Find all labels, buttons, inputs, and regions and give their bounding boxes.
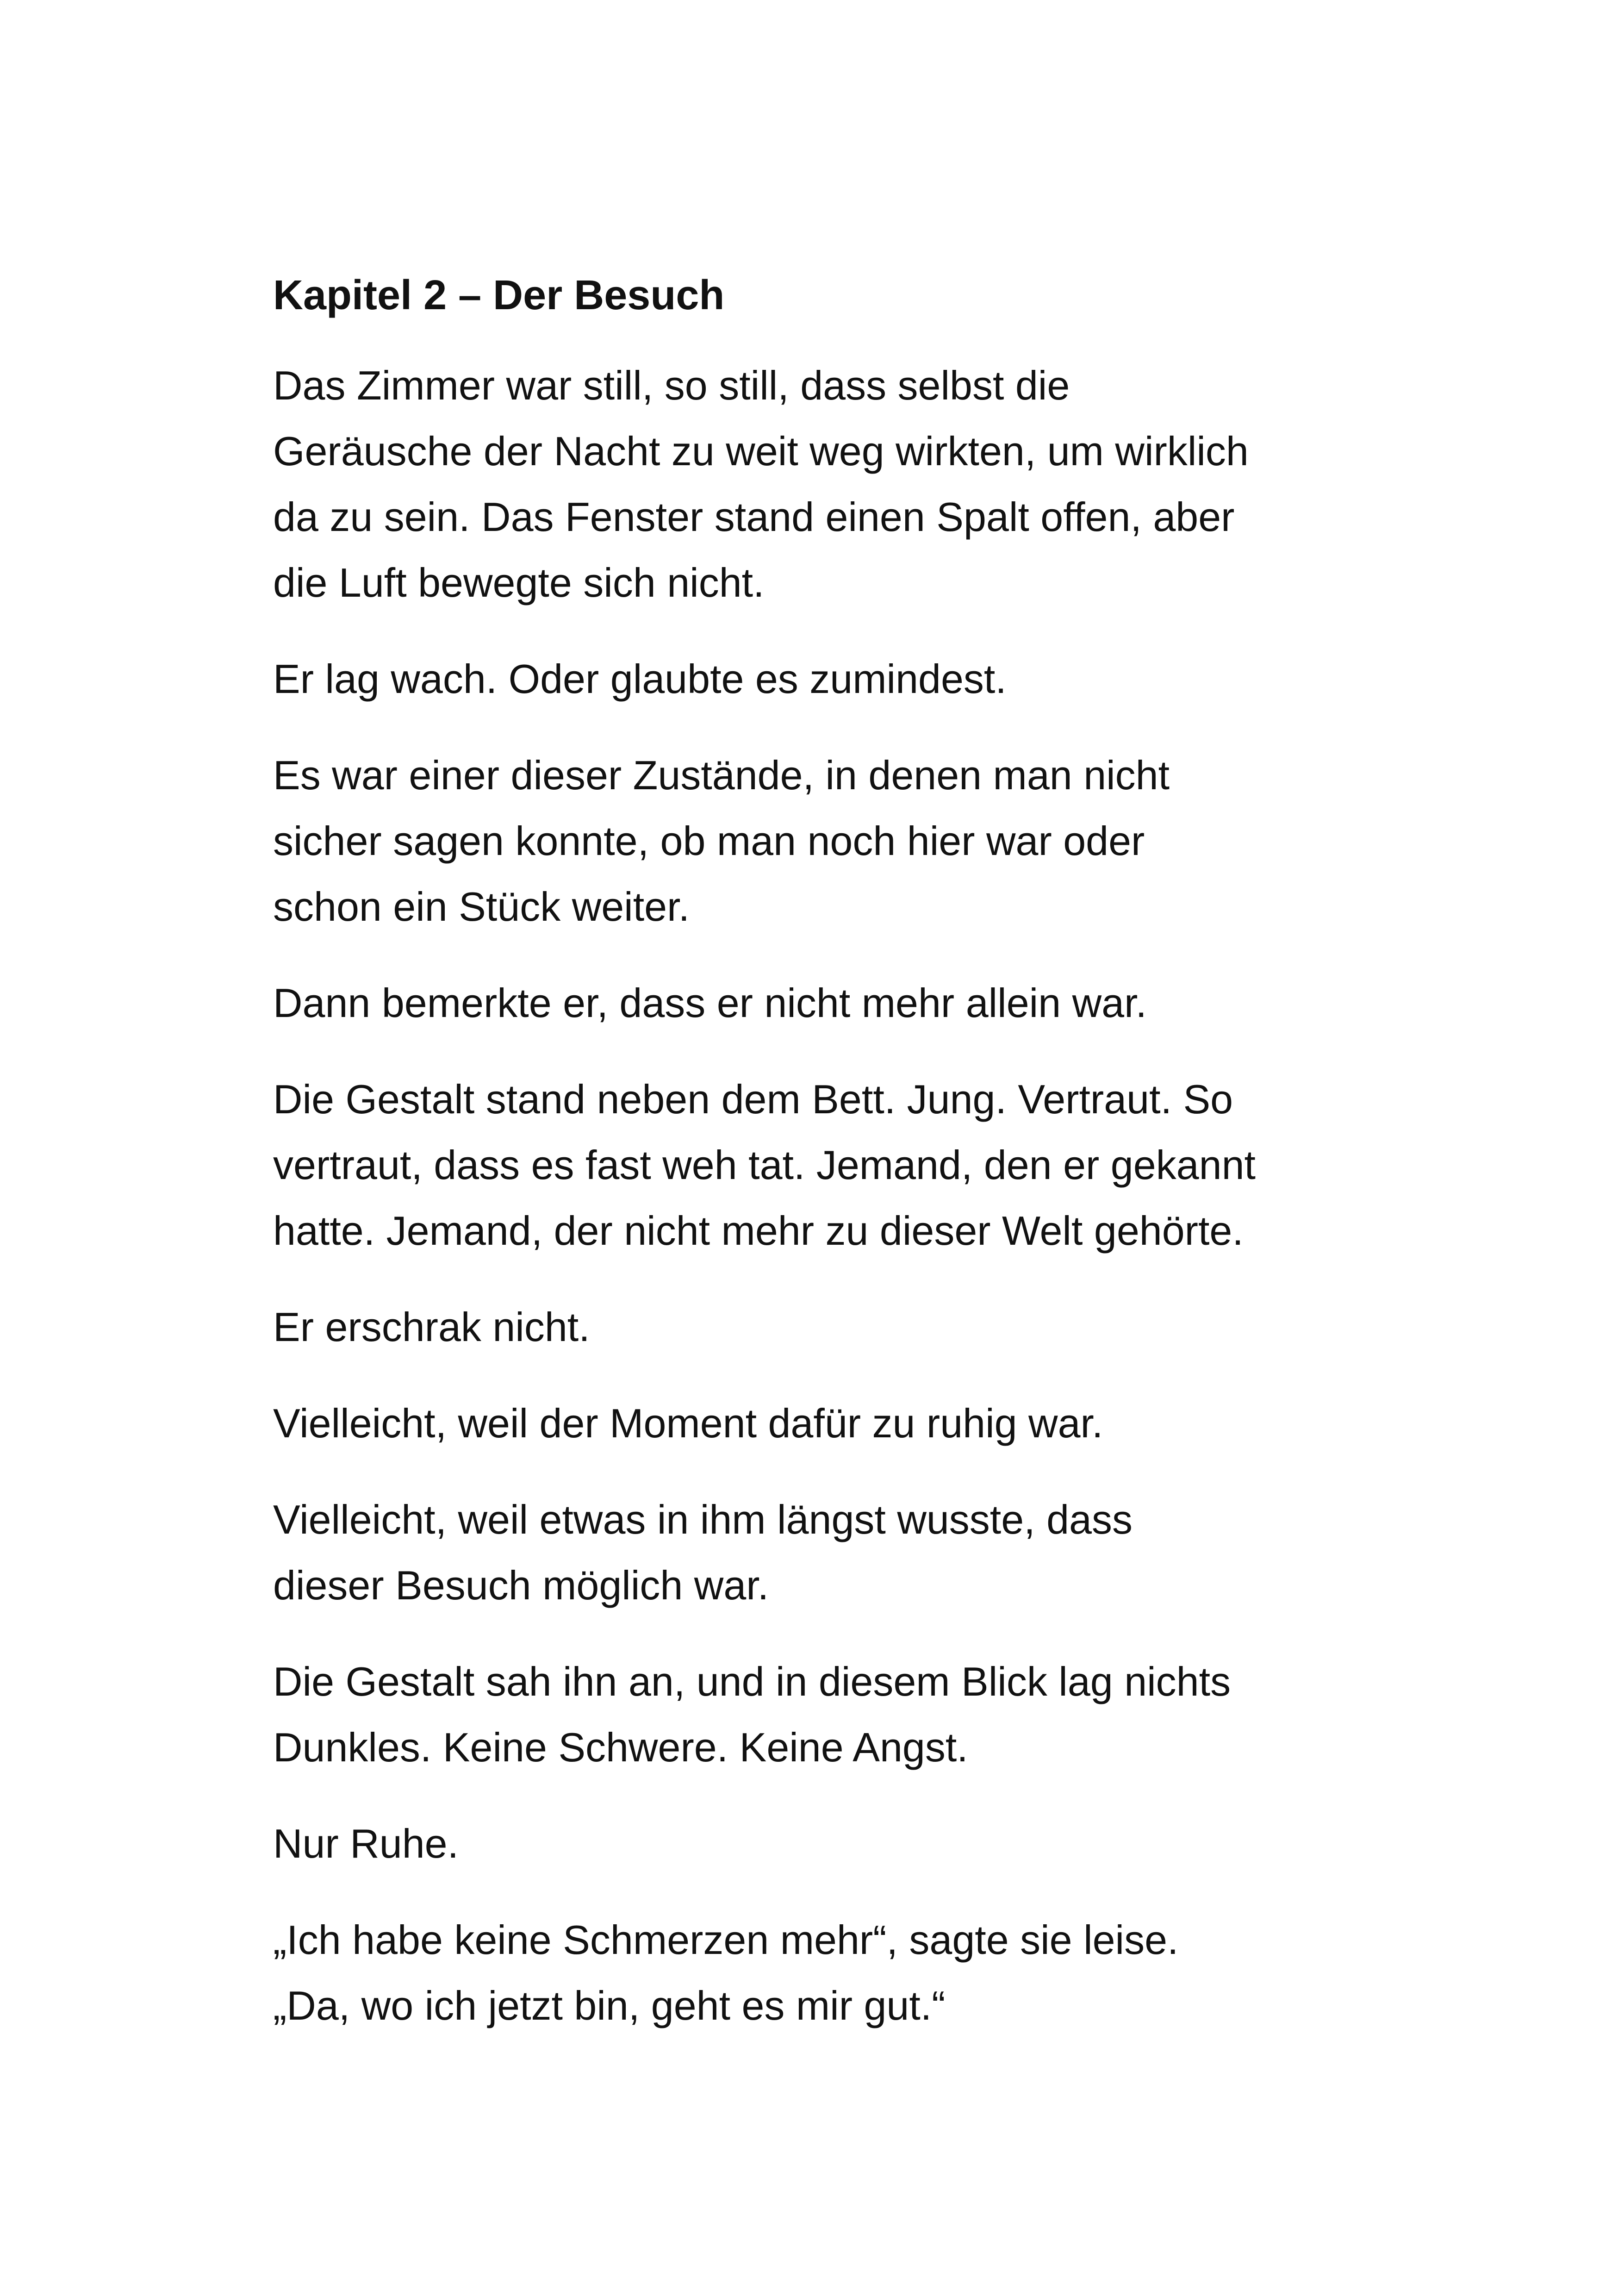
- paragraph-line: die Luft bewegte sich nicht.: [273, 560, 765, 605]
- paragraph-line: Es war einer dieser Zustände, in denen man nicht: [273, 752, 1170, 798]
- paragraph-line: hatte. Jemand, der nicht mehr zu dieser Welt gehörte.: [273, 1208, 1244, 1254]
- paragraph: [273, 970, 1375, 1036]
- paragraph: [273, 353, 1375, 616]
- paragraph-line: Geräusche der Nacht zu weit weg wirkten, um wirklich: [273, 428, 1249, 474]
- paragraph: [273, 742, 1375, 940]
- paragraph-line: Er erschrak nicht.: [273, 1304, 590, 1350]
- paragraph-line: „Da, wo ich jetzt bin, geht es mir gut.“: [273, 1983, 946, 2028]
- paragraph-line: Die Gestalt sah ihn an, und in diesem Blick lag nichts: [273, 1659, 1231, 1704]
- paragraph-line: sicher sagen konnte, ob man noch hier war oder: [273, 818, 1145, 864]
- paragraph: [273, 1811, 1375, 1877]
- paragraph-line: vertraut, dass es fast weh tat. Jemand, den er gekannt: [273, 1142, 1256, 1188]
- chapter-title: Kapitel 2 – Der Besuch: [273, 272, 725, 318]
- paragraph-line: schon ein Stück weiter.: [273, 884, 690, 930]
- paragraph-line: Nur Ruhe.: [273, 1821, 459, 1866]
- paragraph-line: Die Gestalt stand neben dem Bett. Jung. Vertraut. So: [273, 1076, 1233, 1122]
- paragraph-line: Dann bemerkte er, dass er nicht mehr allein war.: [273, 980, 1147, 1026]
- paragraph-line: Dunkles. Keine Schwere. Keine Angst.: [273, 1724, 968, 1770]
- paragraph-line: da zu sein. Das Fenster stand einen Spalt offen, aber: [273, 494, 1235, 540]
- chapter-content: [273, 268, 1375, 2069]
- paragraph: [273, 1649, 1375, 1780]
- paragraph: [273, 1067, 1375, 1264]
- paragraph-line: „Ich habe keine Schmerzen mehr“, sagte sie leise.: [273, 1917, 1179, 1963]
- paragraph-line: Er lag wach. Oder glaubte es zumindest.: [273, 656, 1007, 702]
- paragraph: [273, 1487, 1375, 1618]
- paragraph: [273, 1294, 1375, 1360]
- paragraph-line: Vielleicht, weil der Moment dafür zu ruhig war.: [273, 1400, 1103, 1446]
- paragraph-line: dieser Besuch möglich war.: [273, 1562, 769, 1608]
- paragraph: [273, 1391, 1375, 1456]
- paragraph: [273, 1907, 1375, 2039]
- paragraph-line: Das Zimmer war still, so still, dass selbst die: [273, 362, 1070, 408]
- paragraph-line: Vielleicht, weil etwas in ihm längst wusste, dass: [273, 1497, 1133, 1542]
- paragraph: [273, 646, 1375, 712]
